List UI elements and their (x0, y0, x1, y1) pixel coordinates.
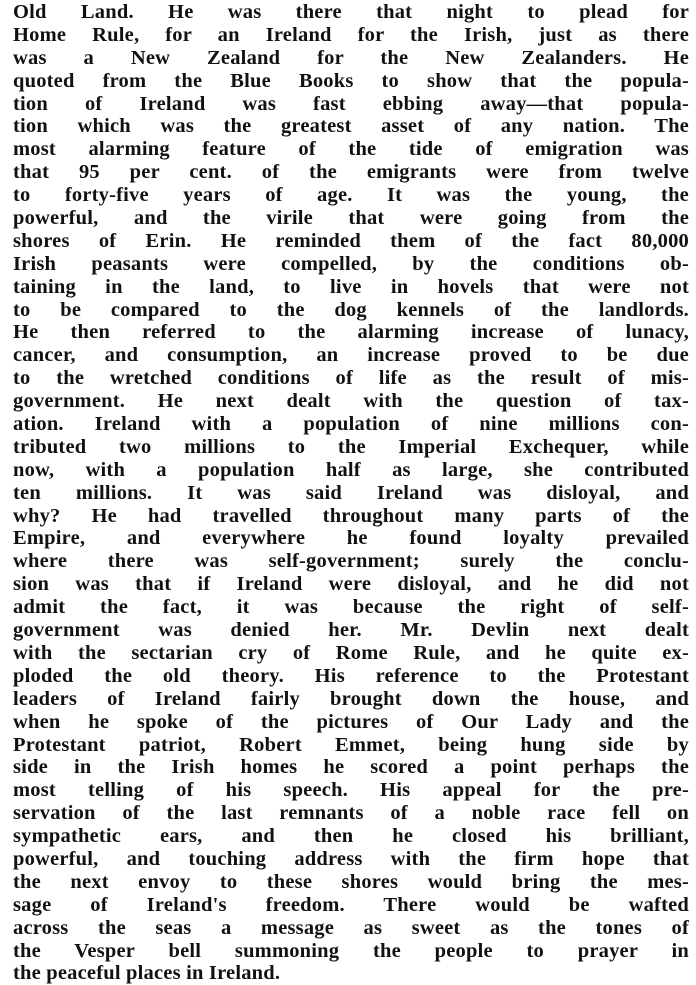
text-line: powerful, and touching address with the firm hope that (13, 847, 689, 870)
text-line: most telling of his speech. His appeal for the pre- (13, 779, 689, 802)
text-line: leaders of Ireland fairly brought down the house, and (13, 687, 689, 710)
text-line: the peaceful places in Ireland. (13, 962, 281, 985)
text-line: the Vesper bell summoning the people to prayer in (13, 939, 689, 962)
text-line: the next envoy to these shores would bring the mes- (13, 870, 689, 893)
text-line: Protestant patriot, Robert Emmet, being hung side by (13, 733, 689, 756)
text-line: admit the fact, it was because the right of self- (13, 596, 689, 619)
text-line: He then referred to the alarming increase of lunacy, (13, 321, 689, 344)
text-line: sage of Ireland's freedom. There would be wafted (13, 893, 689, 916)
text-line: Empire, and everywhere he found loyalty prevailed (13, 527, 689, 550)
text-line: taining in the land, to live in hovels that were not (13, 275, 689, 298)
text-line: to the wretched conditions of life as the result of mis- (13, 367, 689, 390)
text-line: sympathetic ears, and then he closed his brilliant, (13, 825, 689, 848)
text-line: government. He next dealt with the question of tax- (13, 390, 689, 413)
text-line: tributed two millions to the Imperial Exchequer, while (13, 435, 689, 458)
text-line: ten millions. It was said Ireland was disloyal, and (13, 481, 689, 504)
text-line: that 95 per cent. of the emigrants were from twelve (13, 161, 689, 184)
text-line: tion which was the greatest asset of any nation. The (13, 115, 689, 138)
text-line: to forty-five years of age. It was the young, the (13, 184, 689, 207)
text-line: was a New Zealand for the New Zealanders. He (13, 46, 689, 69)
text-line: ation. Ireland with a population of nine millions con- (13, 413, 689, 436)
text-line: Home Rule, for an Ireland for the Irish, just as there (13, 23, 689, 46)
text-line: sion was that if Ireland were disloyal, and he did not (13, 573, 689, 596)
text-line: shores of Erin. He reminded them of the fact 80,000 (13, 229, 689, 252)
text-line: Old Land. He was there that night to plead for (13, 1, 689, 23)
text-line: government was denied her. Mr. Devlin next dealt (13, 619, 689, 642)
text-line: tion of Ireland was fast ebbing away—that popula- (13, 92, 689, 115)
text-line: side in the Irish homes he scored a point perhaps the (13, 756, 689, 779)
text-line: cancer, and consumption, an increase proved to be due (13, 344, 689, 367)
text-line: to be compared to the dog kennels of the landlords. (13, 298, 689, 321)
text-line: when he spoke of the pictures of Our Lady and the (13, 710, 689, 733)
text-line: most alarming feature of the tide of emigration was (13, 138, 689, 161)
text-line: with the sectarian cry of Rome Rule, and he quite ex- (13, 641, 689, 664)
text-line: Irish peasants were compelled, by the conditions ob- (13, 252, 689, 275)
text-line: powerful, and the virile that were going from the (13, 207, 689, 230)
text-line: why? He had travelled throughout many parts of the (13, 504, 689, 527)
text-line: servation of the last remnants of a noble race fell on (13, 802, 689, 825)
text-line: where there was self-government; surely the conclu- (13, 550, 689, 573)
text-line: across the seas a message as sweet as the tones of (13, 916, 689, 939)
article-column (13, 1, 689, 985)
text-line: now, with a population half as large, she contributed (13, 458, 689, 481)
text-line: quoted from the Blue Books to show that the popula- (13, 69, 689, 92)
text-line: ploded the old theory. His reference to the Protestant (13, 664, 689, 687)
